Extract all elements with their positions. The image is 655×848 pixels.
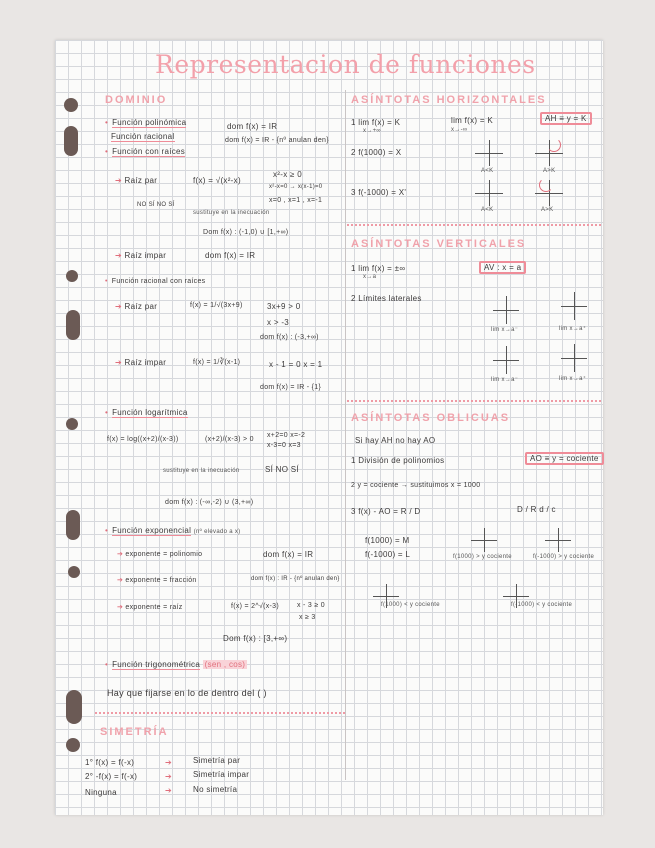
rp-fx: f(x) = 1/√(3x+9): [190, 302, 243, 309]
sim-row1-a: 1° f(x) = f(-x): [85, 758, 135, 767]
racional-dom: dom f(x) = IR - {nº anulan den}: [225, 137, 329, 144]
par-work-1: x²-x ≥ 0: [273, 170, 303, 179]
ah-graph-3: [475, 180, 503, 206]
av-line2: 2 Límites laterales: [351, 294, 422, 303]
poli-dom: dom f(x) = IR: [227, 122, 278, 131]
av-graph-1: [493, 296, 519, 324]
ah-graph-1: [475, 140, 503, 166]
av-graph-4-label: lim x→a⁺: [559, 376, 587, 382]
av-graph-2: [561, 292, 587, 320]
sim-row3-b: No simetría: [193, 785, 238, 794]
par-label: Raíz par: [124, 176, 158, 185]
impar-dom: dom f(x) = IR: [205, 251, 256, 260]
page-title: Representacion de funciones: [155, 50, 536, 79]
racraiz-label: • Función racional con raíces: [105, 278, 205, 285]
av-graph-3: [493, 346, 519, 374]
log-work-1: (x+2)/(x-3) > 0: [205, 436, 254, 443]
raices-label: Función con raíces: [112, 147, 186, 156]
binder-hole: [64, 98, 78, 112]
exp-r-label: exponente = raíz: [125, 604, 183, 611]
ao-graph-2: [545, 528, 571, 552]
log-label: Función logarítmica: [112, 408, 188, 417]
rp-dom: dom f(x) : (-3,+∞): [260, 334, 319, 341]
sim-row2-a: 2° -f(x) = f(-x): [85, 772, 138, 781]
exp-r-dom: Dom f(x) : [3,+∞): [223, 634, 288, 643]
log-signs: SÍ NO SÍ: [265, 465, 299, 474]
ao-graph-1-label: f(1000) > y cociente: [453, 554, 512, 560]
exp-r-work-1: x - 3 ≥ 0: [297, 602, 325, 609]
racional-label: Función racional: [111, 132, 175, 141]
ri-work: x - 1 = 0 x = 1: [269, 360, 323, 369]
ao-graph-4-label: f(-1000) < y cociente: [511, 602, 573, 608]
ao-line1: 1 División de polinomios: [351, 456, 445, 465]
divider-left: [95, 712, 345, 714]
ah-sub2: x→-∞: [451, 127, 468, 133]
ri-label: Raíz impar: [124, 358, 167, 367]
binder-hole: [66, 310, 80, 340]
exp-note: (nº elevado a x): [193, 529, 241, 535]
trig-note: (sen , cos): [204, 660, 246, 669]
horizontales-heading: ASÍNTOTAS HORIZONTALES: [351, 94, 547, 106]
verticales-heading: ASÍNTOTAS VERTICALES: [351, 238, 527, 250]
oblicuas-heading: ASÍNTOTAS OBLICUAS: [351, 412, 511, 424]
ri-dom: dom f(x) = IR - {1}: [260, 384, 322, 391]
binder-hole: [66, 690, 82, 724]
divider-2: [347, 400, 601, 402]
par-work-2: x²-x=0 → x(x-1)=0: [269, 184, 323, 190]
ah-line2: 2 f(1000) = X: [351, 148, 402, 157]
ah-graph-1-label: A<K: [481, 168, 494, 174]
av-graph-1-label: lim x→a⁻: [491, 327, 519, 333]
sim-row1-b: Simetría par: [193, 756, 241, 765]
exp-p-dom: dom f(x) = IR: [263, 550, 314, 559]
par-fx: f(x) = √(x²-x): [193, 176, 241, 185]
log-fx: f(x) = log((x+2)/(x-3)): [107, 436, 179, 443]
binder-hole: [66, 418, 78, 430]
exp-r-work-2: x ≥ 3: [299, 614, 316, 621]
exp-f-label: exponente = fracción: [125, 577, 197, 584]
binder-hole: [68, 566, 80, 578]
par-note: sustituye en la inecuación: [193, 210, 270, 216]
ah-line1: 1 lim f(x) = K: [351, 118, 401, 127]
impar-label: Raíz impar: [124, 251, 167, 260]
av-line1: 1 lim f(x) = ±∞: [351, 264, 406, 273]
ah-graph-2-label: A>K: [543, 168, 556, 174]
log-dom: dom f(x) : (-∞,-2) ∪ (3,+∞): [165, 499, 254, 506]
log-work-2: x+2=0 x=-2: [267, 432, 306, 439]
rp-work-2: x > -3: [267, 318, 290, 327]
par-dom: Dom f(x) : (-1,0) ∪ [1,+∞): [203, 229, 289, 236]
binder-hole: [66, 270, 78, 282]
binder-hole: [64, 126, 78, 156]
ah-box: AH ≡ y = K: [540, 112, 592, 125]
binder-hole: [66, 510, 80, 540]
ah-line3: 3 f(-1000) = X': [351, 188, 407, 197]
ao-graph-2-label: f(-1000) > y cociente: [533, 554, 595, 560]
exp-r-fx: f(x) = 2^√(x-3): [231, 603, 279, 610]
divider-1: [347, 224, 601, 226]
av-graph-2-label: lim x→a⁺: [559, 326, 587, 332]
ah-graph-4-label: A>K: [541, 207, 554, 213]
ao-graph-3-label: f(1000) < y cociente: [381, 602, 440, 608]
ao-line0: Si hay AH no hay AO: [355, 436, 436, 445]
av-sub: x→a: [363, 274, 377, 280]
sim-row3-a: Ninguna: [85, 788, 117, 797]
ah-graph-3-label: A<K: [481, 207, 494, 213]
exp-label: Función exponencial: [112, 526, 192, 535]
par-signs: NO SÍ NO SÍ: [137, 202, 175, 208]
log-work-3: x-3=0 x=3: [267, 442, 301, 449]
log-note: sustituye en la inecuación: [163, 468, 240, 474]
ao-line1b: AO ≡ y = cociente: [525, 452, 604, 465]
poli-label: Función polinómica: [112, 118, 187, 127]
exp-f-dom: dom f(x) : IR - {nº anulan den}: [251, 576, 340, 582]
av-graph-4: [561, 344, 587, 372]
dominio-heading: DOMINIO: [105, 94, 168, 106]
ao-line2: 2 y = cociente → sustituimos x = 1000: [351, 482, 481, 489]
exp-p-label: exponente = polinomio: [125, 551, 203, 558]
ao-work-1: f(1000) = M: [365, 536, 410, 545]
av-graph-3-label: lim x→a⁻: [491, 377, 519, 383]
ri-fx: f(x) = 1/∛(x-1): [193, 359, 241, 366]
ao-work-2: f(-1000) = L: [365, 550, 411, 559]
notebook-page: Representacion de funciones DOMINIO • Función polinómica dom f(x) = IR Función racional dom f(x) = IR - {nº anulan den} • Función con raíces ➔ Raíz par f(x) = √(x²-x) x²-x ≥ 0 x²-x=0 → x(x-1)=0 x=0 , x=1 , x=-1 NO SÍ NO SÍ sustituye en la inecuación Dom f(x) : (-1,0) ∪ [1,+∞) ➔ Raíz impar dom f(x) = IR • Función racional con raíces ➔ Raíz par f(x) = 1/√(3x+9) 3x+9 > 0 x > -3 dom f(x) : (-3,+∞) ➔ Raíz impar f(x) = 1/∛(x-1) x - 1 = 0 x = 1 dom f(x) = IR - {1} • Función logarítmica f(x) = log((x+2)/(x-3)) (x+2)/(x-3) > 0 x+2=0 x=-2 x-3=0 x=3 sustituye en la inecuación SÍ NO SÍ dom f(x) : (-∞,-2) ∪ (3,+∞) • Función exponencial (nº elevado a x) ➔ exponente = polinomio dom f(x) = IR ➔ exponente = fracción dom f(x) : IR - {nº anulan den} ➔ exponente = raíz f(x) = 2^√(x-3) x - 3 ≥ 0 x ≥ 3 Dom f(x) : [3,+∞) • Función trigonométrica (sen , cos) Hay que fijarse en lo de dentro del ( ) SIMETRÍA 1° f(x) = f(-x) ➔ Simetría par 2° -f(x) = f(-x) ➔ Simetría impar Ninguna ➔ No simetría ASÍNTOTAS HORIZONTALES 1 lim f(x) = K x→+∞ lim f(x) = K x→-∞ AH ≡ y = K 2 f(1000) = X 3 f(-1000) = X' A<K A>K A<K A>K ASÍNTOTAS VERTICALES 1 lim f(x) = ±∞ x→a AV : x = a 2 Límites laterales lim x→a⁻ lim x→a⁺ lim x→a⁻ lim x→a⁺ ASÍNTOTAS OBLICUAS Si hay AH no hay AO 1 División de polinomios AO ≡ y = cociente 2 y = cociente → sustituimos x = 1000 3 f(x) - AO = R / D D / R d / c f(1000) = M f(-1000) = L f(1000) > y cociente f(-1000) > y cociente f(1000) < y cociente f(-1000) < y cociente: [55, 40, 603, 815]
ao-line3: 3 f(x) - AO = R / D: [351, 507, 421, 516]
simetria-heading: SIMETRÍA: [100, 726, 169, 738]
trig-label: Función trigonométrica: [112, 660, 201, 669]
av-box: AV : x = a: [479, 261, 526, 274]
sim-row2-b: Simetría impar: [193, 770, 250, 779]
ah-sub1: x→+∞: [363, 128, 381, 134]
hay-note: Hay que fijarse en lo de dentro del ( ): [107, 688, 267, 698]
par-work-3: x=0 , x=1 , x=-1: [269, 197, 323, 204]
binder-hole: [66, 738, 80, 752]
ao-graph-1: [471, 528, 497, 552]
column-divider: [345, 90, 346, 780]
rp-label: Raíz par: [124, 302, 158, 311]
ah-line1b: lim f(x) = K: [451, 116, 494, 125]
rp-work-1: 3x+9 > 0: [267, 302, 301, 311]
ao-line3b: D / R d / c: [517, 505, 556, 514]
